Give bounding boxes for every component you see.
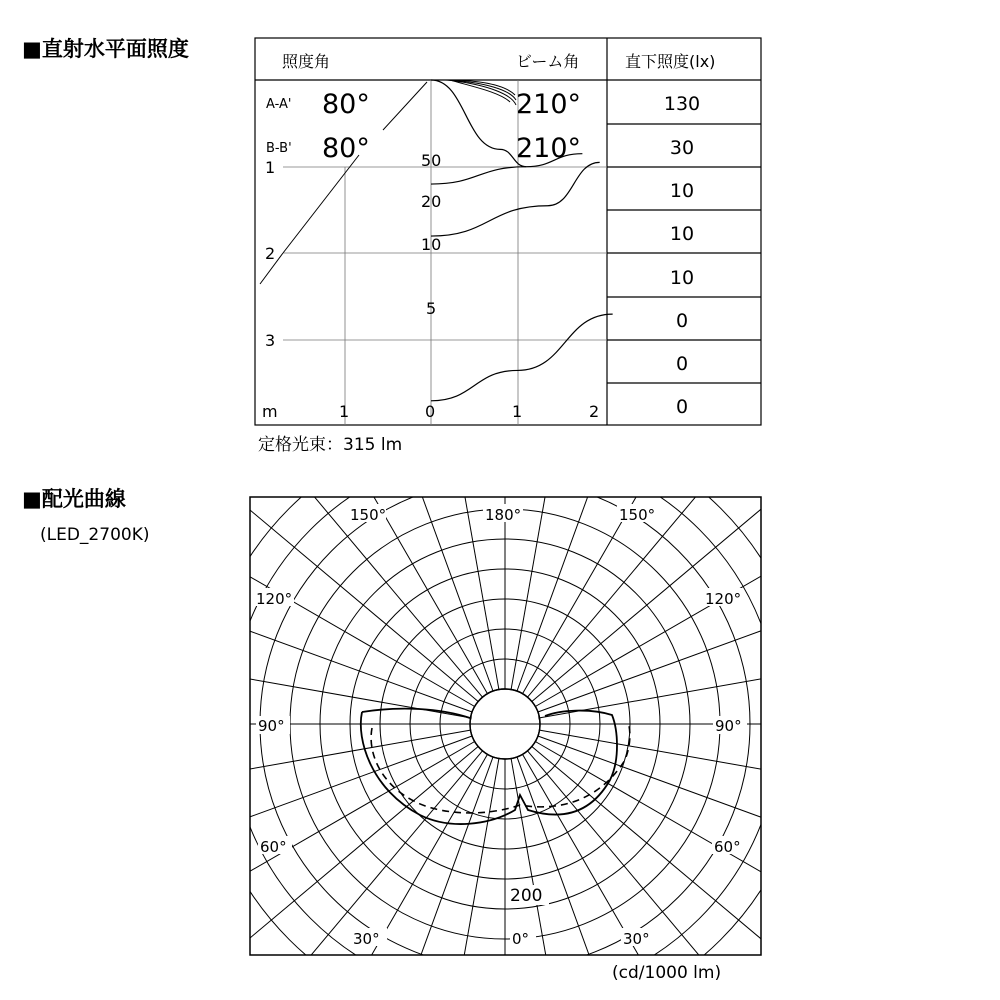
polar-spoke <box>539 730 918 797</box>
polar-spoke <box>91 730 470 797</box>
angle-label: 150° <box>619 506 656 524</box>
lux-value: 0 <box>675 310 689 332</box>
polar-spoke <box>535 514 868 707</box>
x-tick-label: 1 <box>339 402 350 421</box>
curve-a-a-upper <box>362 709 470 718</box>
angle-label: 30° <box>353 930 380 948</box>
y-tick-label: 3 <box>265 331 276 350</box>
col-beam-header: ビーム角 <box>516 52 580 71</box>
polar-spoke <box>532 454 827 701</box>
lux-value: 0 <box>675 353 689 375</box>
polar-spoke <box>183 746 478 993</box>
illuminance-contours <box>431 80 613 401</box>
polar-spoke <box>535 742 868 935</box>
angle-label: 60° <box>714 838 741 856</box>
polar-spoke <box>539 651 918 718</box>
x-tick-label: m <box>262 402 278 421</box>
angle-label: 120° <box>705 590 742 608</box>
polar-spoke <box>295 754 488 1000</box>
polar-spoke <box>527 402 774 697</box>
angle-label: 120° <box>256 590 293 608</box>
angle-label: 30° <box>623 930 650 948</box>
radial-label: 200 <box>510 886 543 906</box>
angle-label: 60° <box>260 838 287 856</box>
polar-spoke <box>235 751 482 1000</box>
polar-spoke <box>361 757 493 1000</box>
y-tick-label: 2 <box>265 244 276 263</box>
polar-spoke <box>532 746 827 993</box>
unit-label: (cd/1000 lm) <box>612 963 722 983</box>
aa-angle: 80° <box>322 89 370 120</box>
bb-beam: 210° <box>516 133 582 164</box>
lux-value: 10 <box>669 267 695 289</box>
polar-grid <box>85 304 925 1000</box>
angle-label: 0° <box>512 930 530 948</box>
contour-label: 50 <box>421 151 442 170</box>
x-tick-label: 1 <box>512 402 523 421</box>
aa-label: A-A' <box>266 97 292 112</box>
contour-label: 20 <box>421 192 442 211</box>
polar-spoke <box>511 310 578 689</box>
contour-label: 10 <box>421 235 442 254</box>
polar-spoke <box>183 454 478 701</box>
lux-value: 0 <box>675 396 689 418</box>
angle-label: 90° <box>715 717 742 735</box>
contour-label: 5 <box>426 299 437 318</box>
rated-flux: 定格光束：315 lm <box>258 435 403 455</box>
polar-spoke <box>141 514 474 707</box>
x-tick-label: 0 <box>425 402 436 421</box>
contour-line <box>431 314 613 401</box>
contour-line <box>431 154 582 184</box>
col-lux-header: 直下照度(lx) <box>625 52 716 71</box>
bb-angle: 80° <box>322 133 370 164</box>
distribution-subheading: (LED_2700K) <box>40 525 150 545</box>
angle-label: 90° <box>258 717 285 735</box>
lux-value: 30 <box>669 137 695 159</box>
angle-label: 150° <box>350 506 387 524</box>
lux-value: 10 <box>669 180 695 202</box>
polar-spoke <box>432 310 499 689</box>
illuminance-grid <box>283 80 607 425</box>
contour-line <box>431 80 526 167</box>
lux-value: 10 <box>669 223 695 245</box>
contour-line <box>431 162 600 236</box>
lux-value: 130 <box>663 93 701 115</box>
aa-beam: 210° <box>516 89 582 120</box>
x-tick-label: 2 <box>589 402 600 421</box>
y-tick-label: 1 <box>265 158 276 177</box>
bb-label: B-B' <box>266 141 292 156</box>
lux-row-lines <box>607 124 761 383</box>
angle-label: 180° <box>485 506 522 524</box>
polar-spoke <box>295 360 488 693</box>
distribution-heading: ■配光曲線 <box>22 487 126 511</box>
col-angle-header: 照度角 <box>282 52 331 71</box>
illuminance-heading: ■直射水平面照度 <box>22 37 189 61</box>
polar-spoke <box>141 742 474 935</box>
lux-values <box>664 93 700 418</box>
